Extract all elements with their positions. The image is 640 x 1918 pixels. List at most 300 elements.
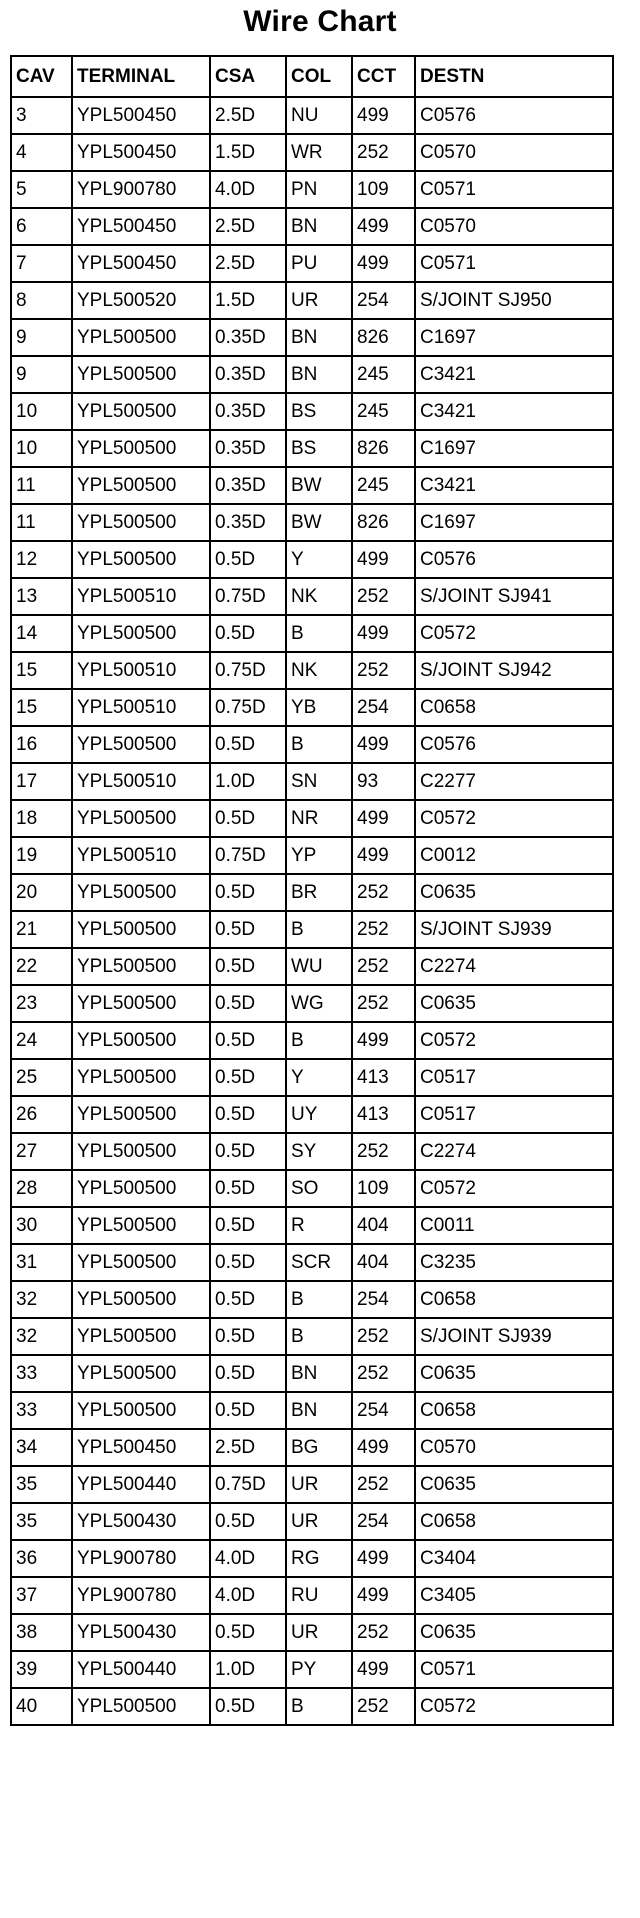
cct-cell: 252 xyxy=(352,1355,415,1392)
cav-cell: 33 xyxy=(11,1392,72,1429)
cct-cell: 499 xyxy=(352,1429,415,1466)
col-cell: UR xyxy=(286,1466,352,1503)
terminal-cell: YPL500500 xyxy=(72,1281,210,1318)
cav-cell: 9 xyxy=(11,356,72,393)
col-cell: BG xyxy=(286,1429,352,1466)
destn-cell: C0572 xyxy=(415,1170,613,1207)
cav-cell: 35 xyxy=(11,1503,72,1540)
csa-cell: 0.35D xyxy=(210,319,286,356)
table-row xyxy=(11,948,613,985)
col-cell: BR xyxy=(286,874,352,911)
cct-cell: 254 xyxy=(352,1281,415,1318)
col-cell: UR xyxy=(286,282,352,319)
cav-cell: 6 xyxy=(11,208,72,245)
cav-cell: 25 xyxy=(11,1059,72,1096)
csa-cell: 0.5D xyxy=(210,726,286,763)
terminal-cell: YPL900780 xyxy=(72,1577,210,1614)
terminal-cell: YPL500440 xyxy=(72,1466,210,1503)
col-cell: NK xyxy=(286,578,352,615)
table-row xyxy=(11,1651,613,1688)
destn-cell: C0517 xyxy=(415,1059,613,1096)
terminal-cell: YPL500500 xyxy=(72,504,210,541)
terminal-cell: YPL500510 xyxy=(72,689,210,726)
csa-cell: 0.75D xyxy=(210,652,286,689)
cct-cell: 499 xyxy=(352,1577,415,1614)
terminal-cell: YPL500500 xyxy=(72,1244,210,1281)
cav-cell: 18 xyxy=(11,800,72,837)
destn-cell: C0576 xyxy=(415,541,613,578)
cct-cell: 499 xyxy=(352,245,415,282)
column-header-destn: DESTN xyxy=(415,56,613,97)
terminal-cell: YPL500430 xyxy=(72,1503,210,1540)
destn-cell: C0658 xyxy=(415,689,613,726)
cav-cell: 31 xyxy=(11,1244,72,1281)
terminal-cell: YPL500500 xyxy=(72,911,210,948)
csa-cell: 0.35D xyxy=(210,356,286,393)
col-cell: Y xyxy=(286,541,352,578)
table-row xyxy=(11,874,613,911)
terminal-cell: YPL500500 xyxy=(72,948,210,985)
table-row xyxy=(11,1318,613,1355)
cct-cell: 245 xyxy=(352,393,415,430)
destn-cell: C0570 xyxy=(415,134,613,171)
csa-cell: 2.5D xyxy=(210,245,286,282)
cav-cell: 10 xyxy=(11,430,72,467)
terminal-cell: YPL500500 xyxy=(72,1355,210,1392)
cct-cell: 404 xyxy=(352,1244,415,1281)
table-row xyxy=(11,1540,613,1577)
col-cell: B xyxy=(286,1318,352,1355)
cav-cell: 17 xyxy=(11,763,72,800)
cct-cell: 499 xyxy=(352,1540,415,1577)
col-cell: PU xyxy=(286,245,352,282)
col-cell: B xyxy=(286,1688,352,1725)
cct-cell: 499 xyxy=(352,1022,415,1059)
destn-cell: S/JOINT SJ939 xyxy=(415,1318,613,1355)
cav-cell: 15 xyxy=(11,689,72,726)
cct-cell: 826 xyxy=(352,319,415,356)
cav-cell: 38 xyxy=(11,1614,72,1651)
cct-cell: 404 xyxy=(352,1207,415,1244)
csa-cell: 0.5D xyxy=(210,911,286,948)
cav-cell: 30 xyxy=(11,1207,72,1244)
cav-cell: 19 xyxy=(11,837,72,874)
cav-cell: 9 xyxy=(11,319,72,356)
wire-chart-table xyxy=(10,55,614,1726)
col-cell: YP xyxy=(286,837,352,874)
terminal-cell: YPL500520 xyxy=(72,282,210,319)
cct-cell: 254 xyxy=(352,1392,415,1429)
table-row xyxy=(11,430,613,467)
destn-cell: C0658 xyxy=(415,1281,613,1318)
cct-cell: 499 xyxy=(352,97,415,134)
csa-cell: 0.5D xyxy=(210,1281,286,1318)
cav-cell: 26 xyxy=(11,1096,72,1133)
table-row xyxy=(11,1170,613,1207)
destn-cell: C3405 xyxy=(415,1577,613,1614)
cav-cell: 33 xyxy=(11,1355,72,1392)
table-row xyxy=(11,1466,613,1503)
cct-cell: 252 xyxy=(352,985,415,1022)
cav-cell: 13 xyxy=(11,578,72,615)
table-row xyxy=(11,1281,613,1318)
destn-cell: C0658 xyxy=(415,1392,613,1429)
destn-cell: C1697 xyxy=(415,319,613,356)
table-row xyxy=(11,985,613,1022)
cct-cell: 252 xyxy=(352,1133,415,1170)
csa-cell: 0.5D xyxy=(210,1392,286,1429)
col-cell: WU xyxy=(286,948,352,985)
table-row xyxy=(11,1688,613,1725)
csa-cell: 0.5D xyxy=(210,1318,286,1355)
col-cell: BW xyxy=(286,504,352,541)
table-row xyxy=(11,763,613,800)
csa-cell: 0.75D xyxy=(210,689,286,726)
cct-cell: 826 xyxy=(352,504,415,541)
column-header-cav: CAV xyxy=(11,56,72,97)
terminal-cell: YPL500500 xyxy=(72,319,210,356)
col-cell: BS xyxy=(286,393,352,430)
terminal-cell: YPL500500 xyxy=(72,1059,210,1096)
table-row xyxy=(11,245,613,282)
table-row xyxy=(11,282,613,319)
cav-cell: 16 xyxy=(11,726,72,763)
destn-cell: C1697 xyxy=(415,504,613,541)
col-cell: B xyxy=(286,911,352,948)
terminal-cell: YPL500500 xyxy=(72,1688,210,1725)
terminal-cell: YPL500500 xyxy=(72,1318,210,1355)
csa-cell: 4.0D xyxy=(210,1540,286,1577)
table-row xyxy=(11,1392,613,1429)
table-row xyxy=(11,726,613,763)
csa-cell: 0.5D xyxy=(210,1170,286,1207)
cav-cell: 35 xyxy=(11,1466,72,1503)
cct-cell: 254 xyxy=(352,1503,415,1540)
cct-cell: 254 xyxy=(352,282,415,319)
terminal-cell: YPL500500 xyxy=(72,356,210,393)
csa-cell: 0.5D xyxy=(210,1022,286,1059)
cav-cell: 15 xyxy=(11,652,72,689)
col-cell: UR xyxy=(286,1503,352,1540)
csa-cell: 0.35D xyxy=(210,393,286,430)
destn-cell: C0572 xyxy=(415,615,613,652)
cct-cell: 499 xyxy=(352,615,415,652)
table-row xyxy=(11,578,613,615)
cav-cell: 36 xyxy=(11,1540,72,1577)
table-row xyxy=(11,1096,613,1133)
cct-cell: 252 xyxy=(352,874,415,911)
destn-cell: C0012 xyxy=(415,837,613,874)
cav-cell: 20 xyxy=(11,874,72,911)
csa-cell: 0.5D xyxy=(210,1355,286,1392)
csa-cell: 2.5D xyxy=(210,97,286,134)
cav-cell: 27 xyxy=(11,1133,72,1170)
terminal-cell: YPL500500 xyxy=(72,1207,210,1244)
table-row xyxy=(11,911,613,948)
cct-cell: 252 xyxy=(352,652,415,689)
csa-cell: 0.5D xyxy=(210,1096,286,1133)
col-cell: RU xyxy=(286,1577,352,1614)
col-cell: NK xyxy=(286,652,352,689)
terminal-cell: YPL500450 xyxy=(72,1429,210,1466)
cav-cell: 12 xyxy=(11,541,72,578)
destn-cell: C2277 xyxy=(415,763,613,800)
terminal-cell: YPL500510 xyxy=(72,652,210,689)
col-cell: BN xyxy=(286,1392,352,1429)
table-header-row xyxy=(11,56,613,97)
col-cell: SN xyxy=(286,763,352,800)
cct-cell: 826 xyxy=(352,430,415,467)
table-row xyxy=(11,393,613,430)
csa-cell: 0.5D xyxy=(210,1207,286,1244)
cav-cell: 4 xyxy=(11,134,72,171)
col-cell: BN xyxy=(286,319,352,356)
table-row xyxy=(11,356,613,393)
destn-cell: C0572 xyxy=(415,1688,613,1725)
terminal-cell: YPL500500 xyxy=(72,1392,210,1429)
destn-cell: C3235 xyxy=(415,1244,613,1281)
terminal-cell: YPL500510 xyxy=(72,837,210,874)
cct-cell: 252 xyxy=(352,1688,415,1725)
table-row xyxy=(11,1503,613,1540)
table-row xyxy=(11,652,613,689)
col-cell: RG xyxy=(286,1540,352,1577)
col-cell: BN xyxy=(286,356,352,393)
cav-cell: 37 xyxy=(11,1577,72,1614)
csa-cell: 0.5D xyxy=(210,1244,286,1281)
table-row xyxy=(11,1059,613,1096)
csa-cell: 0.75D xyxy=(210,1466,286,1503)
cav-cell: 11 xyxy=(11,504,72,541)
csa-cell: 0.5D xyxy=(210,800,286,837)
csa-cell: 1.0D xyxy=(210,763,286,800)
cct-cell: 109 xyxy=(352,171,415,208)
destn-cell: C0572 xyxy=(415,1022,613,1059)
terminal-cell: YPL500430 xyxy=(72,1614,210,1651)
csa-cell: 0.35D xyxy=(210,467,286,504)
column-header-col: COL xyxy=(286,56,352,97)
csa-cell: 0.5D xyxy=(210,615,286,652)
csa-cell: 2.5D xyxy=(210,208,286,245)
cct-cell: 499 xyxy=(352,208,415,245)
cav-cell: 23 xyxy=(11,985,72,1022)
col-cell: UR xyxy=(286,1614,352,1651)
table-row xyxy=(11,1244,613,1281)
col-cell: B xyxy=(286,615,352,652)
cav-cell: 24 xyxy=(11,1022,72,1059)
cct-cell: 499 xyxy=(352,837,415,874)
destn-cell: S/JOINT SJ939 xyxy=(415,911,613,948)
csa-cell: 0.5D xyxy=(210,1503,286,1540)
csa-cell: 4.0D xyxy=(210,1577,286,1614)
cav-cell: 39 xyxy=(11,1651,72,1688)
destn-cell: C0011 xyxy=(415,1207,613,1244)
cct-cell: 499 xyxy=(352,541,415,578)
destn-cell: C0635 xyxy=(415,1614,613,1651)
table-row xyxy=(11,689,613,726)
column-header-csa: CSA xyxy=(210,56,286,97)
cct-cell: 252 xyxy=(352,134,415,171)
cct-cell: 252 xyxy=(352,578,415,615)
destn-cell: C0517 xyxy=(415,1096,613,1133)
destn-cell: C0570 xyxy=(415,208,613,245)
csa-cell: 0.75D xyxy=(210,578,286,615)
cct-cell: 252 xyxy=(352,948,415,985)
table-row xyxy=(11,134,613,171)
terminal-cell: YPL500500 xyxy=(72,985,210,1022)
destn-cell: C0635 xyxy=(415,874,613,911)
col-cell: BS xyxy=(286,430,352,467)
col-cell: B xyxy=(286,1281,352,1318)
cav-cell: 3 xyxy=(11,97,72,134)
table-row xyxy=(11,1133,613,1170)
csa-cell: 0.5D xyxy=(210,1133,286,1170)
col-cell: SO xyxy=(286,1170,352,1207)
cct-cell: 93 xyxy=(352,763,415,800)
csa-cell: 0.5D xyxy=(210,1614,286,1651)
cct-cell: 245 xyxy=(352,467,415,504)
table-row xyxy=(11,319,613,356)
column-header-cct: CCT xyxy=(352,56,415,97)
terminal-cell: YPL500450 xyxy=(72,134,210,171)
destn-cell: C0572 xyxy=(415,800,613,837)
table-row xyxy=(11,467,613,504)
table-row xyxy=(11,1355,613,1392)
csa-cell: 0.35D xyxy=(210,430,286,467)
destn-cell: C0658 xyxy=(415,1503,613,1540)
cct-cell: 413 xyxy=(352,1096,415,1133)
destn-cell: S/JOINT SJ942 xyxy=(415,652,613,689)
destn-cell: S/JOINT SJ941 xyxy=(415,578,613,615)
csa-cell: 4.0D xyxy=(210,171,286,208)
destn-cell: C3404 xyxy=(415,1540,613,1577)
csa-cell: 1.0D xyxy=(210,1651,286,1688)
terminal-cell: YPL500450 xyxy=(72,245,210,282)
destn-cell: C0635 xyxy=(415,1355,613,1392)
col-cell: YB xyxy=(286,689,352,726)
terminal-cell: YPL500500 xyxy=(72,726,210,763)
cav-cell: 40 xyxy=(11,1688,72,1725)
cav-cell: 14 xyxy=(11,615,72,652)
terminal-cell: YPL900780 xyxy=(72,171,210,208)
terminal-cell: YPL500450 xyxy=(72,97,210,134)
cct-cell: 413 xyxy=(352,1059,415,1096)
csa-cell: 0.75D xyxy=(210,837,286,874)
col-cell: B xyxy=(286,726,352,763)
col-cell: Y xyxy=(286,1059,352,1096)
cav-cell: 32 xyxy=(11,1318,72,1355)
destn-cell: C0571 xyxy=(415,171,613,208)
cct-cell: 499 xyxy=(352,1651,415,1688)
cav-cell: 28 xyxy=(11,1170,72,1207)
cct-cell: 252 xyxy=(352,1466,415,1503)
table-row xyxy=(11,1614,613,1651)
terminal-cell: YPL500500 xyxy=(72,430,210,467)
destn-cell: S/JOINT SJ950 xyxy=(415,282,613,319)
cct-cell: 252 xyxy=(352,1614,415,1651)
csa-cell: 0.35D xyxy=(210,504,286,541)
destn-cell: C3421 xyxy=(415,393,613,430)
terminal-cell: YPL500500 xyxy=(72,1096,210,1133)
terminal-cell: YPL500510 xyxy=(72,578,210,615)
destn-cell: C2274 xyxy=(415,948,613,985)
terminal-cell: YPL500500 xyxy=(72,541,210,578)
terminal-cell: YPL900780 xyxy=(72,1540,210,1577)
destn-cell: C0576 xyxy=(415,726,613,763)
cav-cell: 10 xyxy=(11,393,72,430)
destn-cell: C2274 xyxy=(415,1133,613,1170)
table-body xyxy=(11,97,613,1725)
col-cell: PN xyxy=(286,171,352,208)
table-row xyxy=(11,208,613,245)
cav-cell: 34 xyxy=(11,1429,72,1466)
cct-cell: 499 xyxy=(352,800,415,837)
table-row xyxy=(11,1207,613,1244)
destn-cell: C3421 xyxy=(415,356,613,393)
table-row xyxy=(11,541,613,578)
col-cell: UY xyxy=(286,1096,352,1133)
cav-cell: 21 xyxy=(11,911,72,948)
terminal-cell: YPL500500 xyxy=(72,874,210,911)
destn-cell: C0635 xyxy=(415,985,613,1022)
terminal-cell: YPL500500 xyxy=(72,467,210,504)
destn-cell: C0571 xyxy=(415,245,613,282)
cav-cell: 32 xyxy=(11,1281,72,1318)
table-row xyxy=(11,1022,613,1059)
csa-cell: 0.5D xyxy=(210,541,286,578)
csa-cell: 1.5D xyxy=(210,282,286,319)
terminal-cell: YPL500500 xyxy=(72,1133,210,1170)
page-title: Wire Chart xyxy=(243,5,397,38)
table-row xyxy=(11,97,613,134)
col-cell: WR xyxy=(286,134,352,171)
cav-cell: 5 xyxy=(11,171,72,208)
col-cell: WG xyxy=(286,985,352,1022)
destn-cell: C0571 xyxy=(415,1651,613,1688)
column-header-terminal: TERMINAL xyxy=(72,56,210,97)
terminal-cell: YPL500500 xyxy=(72,1170,210,1207)
csa-cell: 0.5D xyxy=(210,1059,286,1096)
terminal-cell: YPL500500 xyxy=(72,1022,210,1059)
table-row xyxy=(11,171,613,208)
csa-cell: 0.5D xyxy=(210,874,286,911)
table-row xyxy=(11,837,613,874)
terminal-cell: YPL500440 xyxy=(72,1651,210,1688)
col-cell: B xyxy=(286,1022,352,1059)
col-cell: BW xyxy=(286,467,352,504)
csa-cell: 0.5D xyxy=(210,948,286,985)
col-cell: SY xyxy=(286,1133,352,1170)
table-row xyxy=(11,1577,613,1614)
terminal-cell: YPL500500 xyxy=(72,800,210,837)
terminal-cell: YPL500450 xyxy=(72,208,210,245)
cav-cell: 11 xyxy=(11,467,72,504)
csa-cell: 0.5D xyxy=(210,1688,286,1725)
col-cell: PY xyxy=(286,1651,352,1688)
destn-cell: C3421 xyxy=(415,467,613,504)
terminal-cell: YPL500500 xyxy=(72,615,210,652)
table-row xyxy=(11,1429,613,1466)
table-row xyxy=(11,504,613,541)
table-row xyxy=(11,615,613,652)
destn-cell: C0576 xyxy=(415,97,613,134)
cct-cell: 252 xyxy=(352,911,415,948)
destn-cell: C0635 xyxy=(415,1466,613,1503)
terminal-cell: YPL500500 xyxy=(72,393,210,430)
cav-cell: 7 xyxy=(11,245,72,282)
cct-cell: 109 xyxy=(352,1170,415,1207)
col-cell: R xyxy=(286,1207,352,1244)
